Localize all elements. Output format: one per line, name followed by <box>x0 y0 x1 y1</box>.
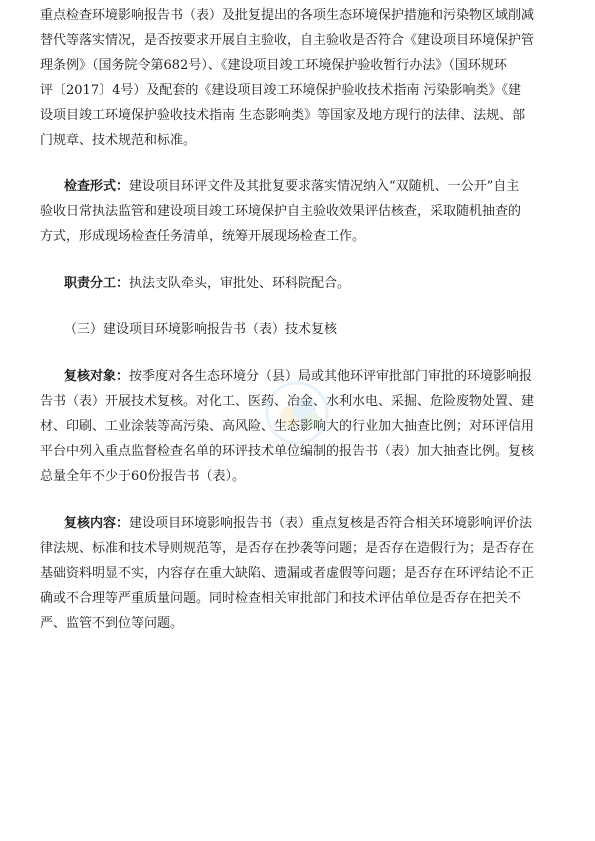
section-heading: （三）建设项目环境影响报告书（表）技术复核 <box>64 322 338 337</box>
text-line: 律法规、标准和技术导则规范等，是否存在抄袭等问题；是否存在造假行为；是否存在 <box>40 541 535 556</box>
text-line: 设项目竣工环境保护验收技术指南 生态影响类》等国家及地方现行的法律、法规、部 <box>40 108 526 123</box>
inspection-form-label: 检查形式： <box>64 179 130 194</box>
text-line: 平台中列入重点监督检查名单的环评技术单位编制的报告书（表）加大抽查比例。复核 <box>40 444 535 459</box>
review-target-label: 复核对象： <box>64 369 130 384</box>
text-line: 门规章、技术规范和标准。 <box>40 133 197 148</box>
cloud-logo-watermark-icon <box>262 378 332 448</box>
review-target-text: 按季度对各生态环境分（县）局或其他环评审批部门审批的环境影响报 <box>129 369 533 384</box>
text-line: 材、印刷、工业涂装等高污染、高风险、生态影响大的行业加大抽查比例；对环评信用 <box>40 419 535 434</box>
duties-label: 职责分工： <box>64 276 130 291</box>
text-line: 总量全年不少于60份报告书（表）。 <box>40 469 246 484</box>
inspection-form-text: 建设项目环评文件及其批复要求落实情况纳入“双随机、一公开”自主 <box>129 179 520 194</box>
review-content-label: 复核内容： <box>64 516 130 531</box>
text-line: 理条例》（国务院令第682号）、《建设项目竣工环境保护验收暂行办法》（国环规环 <box>40 58 507 73</box>
text-line: 基础资料明显不实，内容存在重大缺陷、遗漏或者虚假等问题；是否存在环评结论不正 <box>40 566 535 581</box>
text-line <box>64 177 560 197</box>
text-line: 严、监管不到位等问题。 <box>40 616 184 631</box>
text-line <box>64 274 560 294</box>
text-line: 评〔2017〕4号）及配套的《建设项目竣工环境保护验收技术指南 污染影响类》《建 <box>40 83 521 98</box>
text-line: 告书（表）开展技术复核。对化工、医药、冶金、水利水电、采掘、危险废物处置、建 <box>40 394 535 409</box>
text-line: 验收日常执法监管和建设项目竣工环境保护自主验收效果评估核查，采取随机抽查的 <box>40 204 522 219</box>
text-line: 方式，形成现场检查任务清单，统筹开展现场检查工作。 <box>40 229 366 244</box>
text-line <box>64 514 560 534</box>
text-line: 重点检查环境影响报告书（表）及批复提出的各项生态环境保护措施和污染物区域削减 <box>40 8 535 23</box>
duties-text: 执法支队牵头，审批处、环科院配合。 <box>129 276 351 291</box>
text-line: 确或不合理等严重质量问题。同时检查相关审批部门和技术评估单位是否存在把关不 <box>40 591 522 606</box>
review-content-text: 建设项目环境影响报告书（表）重点复核是否符合相关环境影响评价法 <box>129 516 533 531</box>
text-line: 替代等落实情况，是否按要求开展自主验收，自主验收是否符合《建设项目环境保护管 <box>40 33 535 48</box>
